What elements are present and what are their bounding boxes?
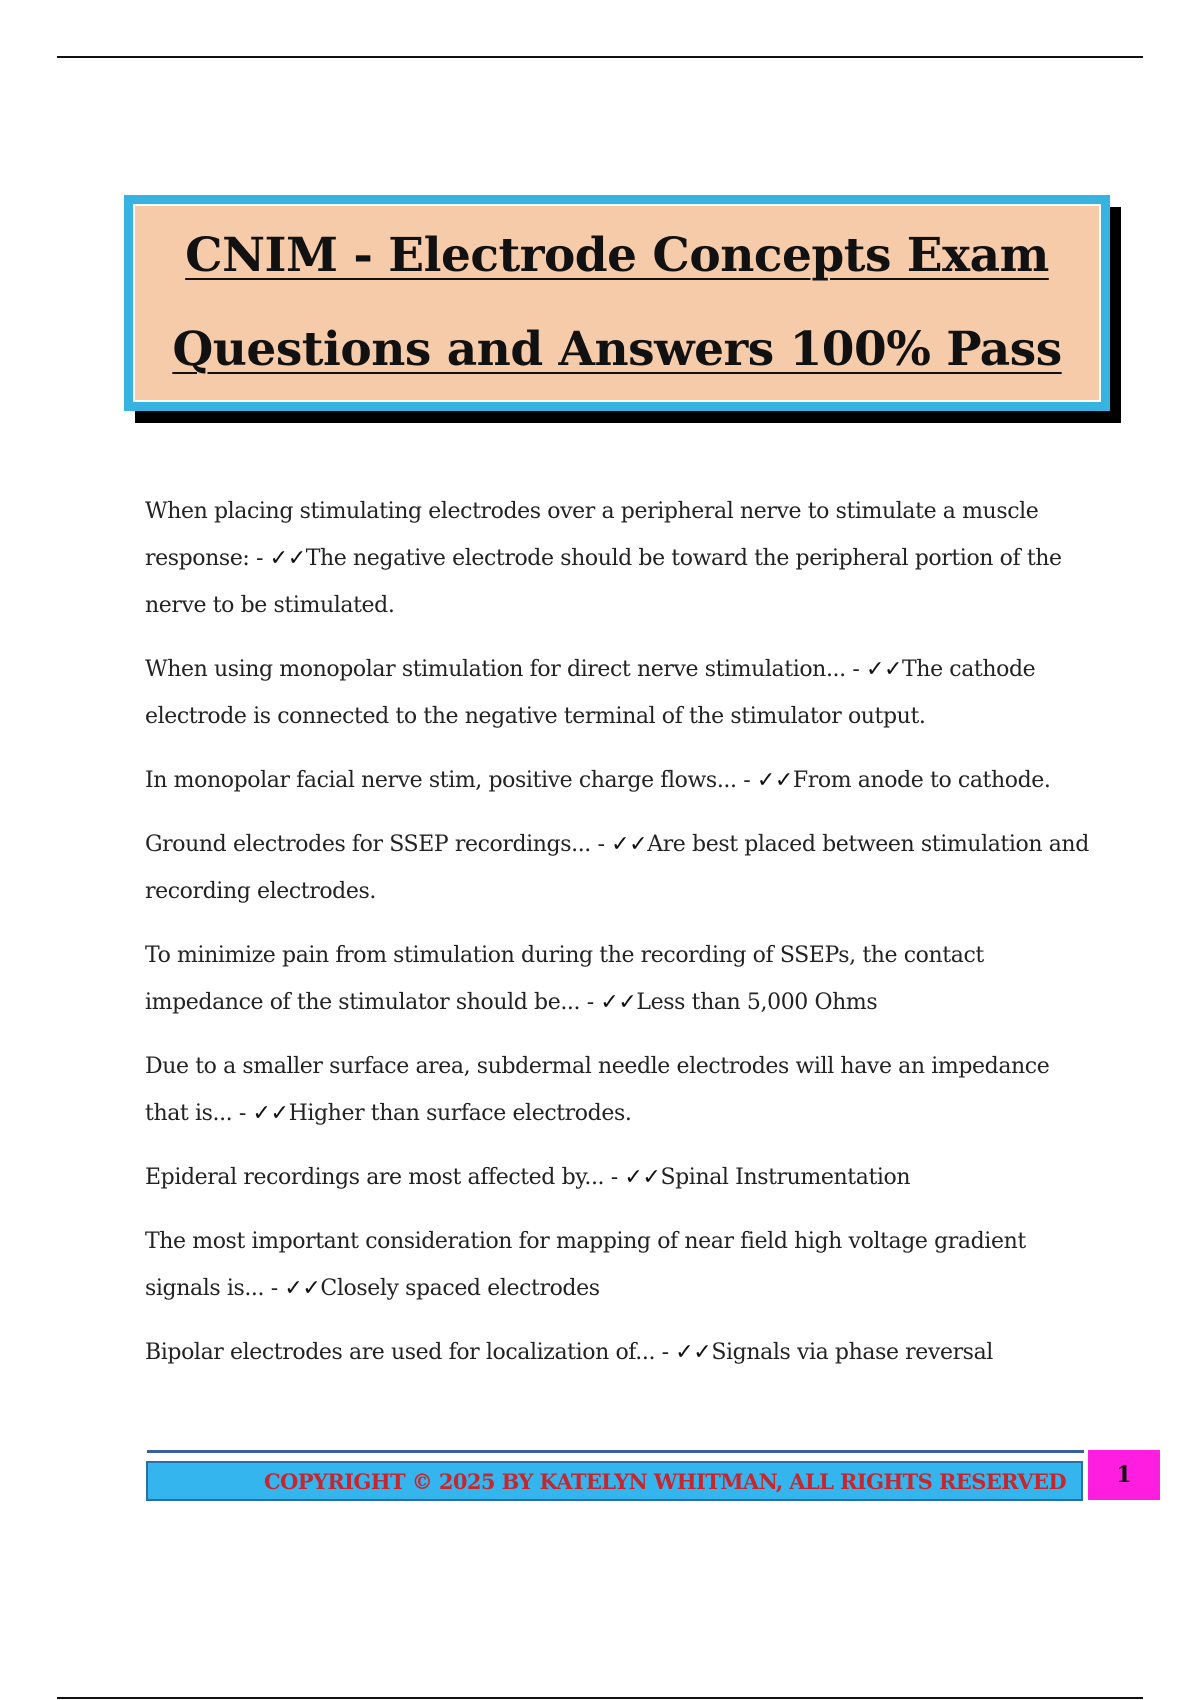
qa-answer: From anode to cathode. [792,768,1051,793]
footer-rule [147,1450,1084,1453]
document-title-line-1: CNIM - Electrode Concepts Exam [185,228,1049,283]
qa-answer: Higher than surface electrodes. [288,1101,632,1126]
qa-item [145,932,1090,1026]
qa-answer: The cathode electrode is connected to the negative terminal of the stimulator output. [145,657,1036,729]
qa-question: In monopolar facial nerve stim, positive charge flows... - [145,768,751,793]
qa-item [145,1218,1090,1312]
qa-question: Ground electrodes for SSEP recordings... - [145,832,605,857]
bottom-rule [57,1697,1143,1699]
top-rule [57,56,1143,58]
qa-answer: Closely spaced electrodes [320,1276,600,1301]
check-mark-icon: ✓✓ [756,768,793,793]
title-box [124,195,1110,411]
footer-bar [146,1461,1083,1501]
copyright-text: COPYRIGHT © 2025 BY KATELYN WHITMAN, ALL RIGHTS RESERVED [263,1468,1066,1494]
check-mark-icon: ✓✓ [252,1101,289,1126]
qa-answer: Less than 5,000 Ohms [636,990,878,1015]
check-mark-icon: ✓✓ [269,546,306,571]
qa-answer: Spinal Instrumentation [660,1165,911,1190]
qa-question: Bipolar electrodes are used for localization of... - [145,1340,669,1365]
check-mark-icon: ✓✓ [865,657,903,682]
check-mark-icon: ✓✓ [624,1165,661,1190]
qa-item [145,1154,1090,1201]
check-mark-icon: ✓✓ [284,1276,321,1301]
qa-item [145,646,1090,740]
qa-item [145,1043,1090,1137]
qa-list [145,488,1090,1393]
check-mark-icon: ✓✓ [611,832,648,857]
qa-item [145,488,1090,629]
page-number: 1 [1116,1462,1132,1488]
qa-question: The most important consideration for mapping of near field high voltage gradient signals is... - [145,1229,1026,1301]
qa-question: When using monopolar stimulation for direct nerve stimulation... - [145,657,860,682]
title-box-inner [133,204,1101,402]
check-mark-icon: ✓✓ [675,1340,712,1365]
qa-answer: Signals via phase reversal [711,1340,993,1365]
qa-question: Due to a smaller surface area, subdermal needle electrodes will have an impedance that is... - [145,1054,1050,1126]
qa-answer: Are best placed between stimulation and recording electrodes. [145,832,1089,904]
qa-question: To minimize pain from stimulation during the recording of SSEPs, the contact impedance of the stimulator should be... - [145,943,984,1015]
qa-item [145,757,1090,804]
page-number-badge [1088,1450,1160,1500]
qa-question: When placing stimulating electrodes over a peripheral nerve to stimulate a muscle response: - [145,499,1039,571]
check-mark-icon: ✓✓ [600,990,637,1015]
document-title-line-2: Questions and Answers 100% Pass [172,322,1062,377]
qa-question: Epideral recordings are most affected by... - [145,1165,618,1190]
qa-item [145,821,1090,915]
qa-item [145,1329,1090,1376]
qa-answer: The negative electrode should be toward the peripheral portion of the nerve to be stimulated. [145,546,1062,618]
